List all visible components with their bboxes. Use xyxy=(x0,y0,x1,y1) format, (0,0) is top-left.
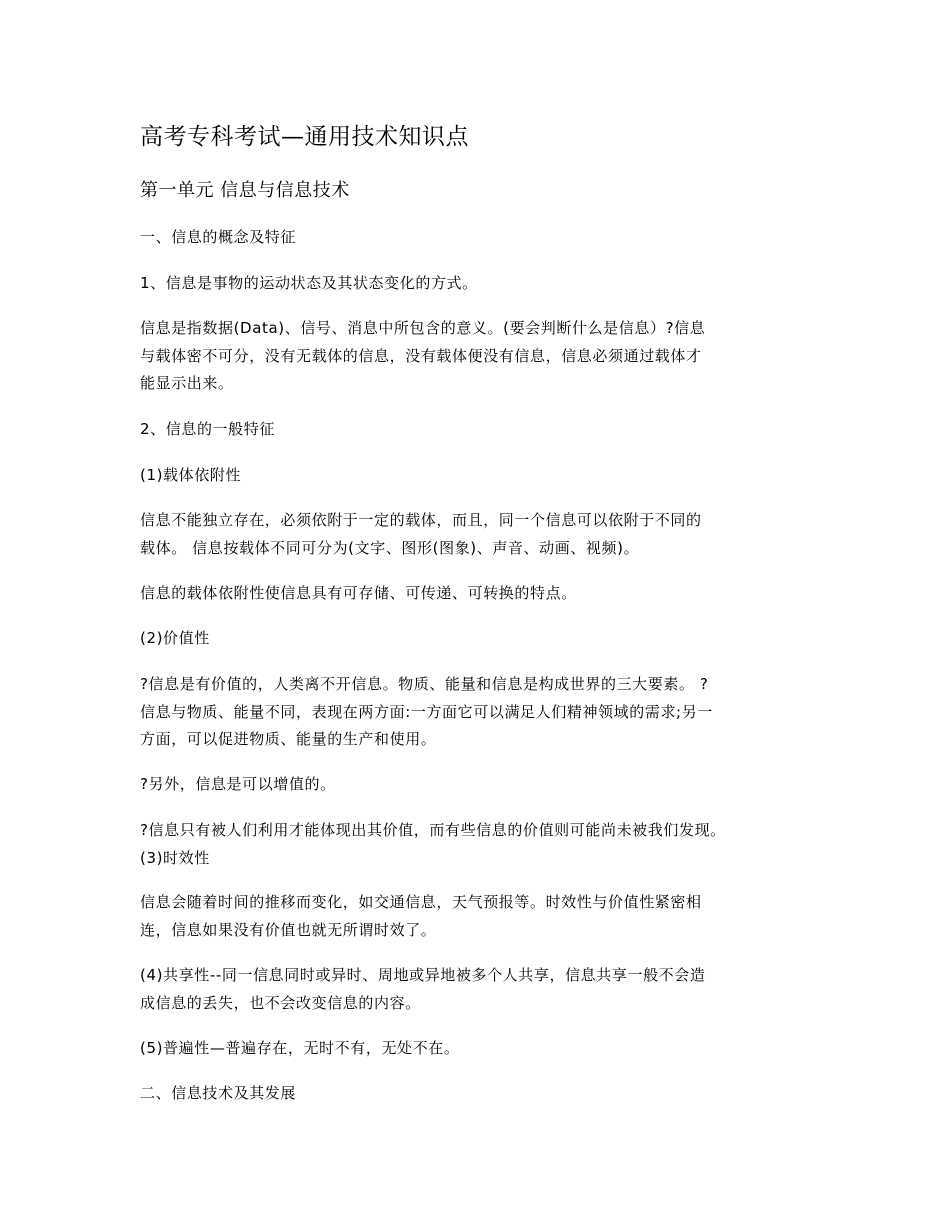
paragraph-timeliness xyxy=(140,889,830,944)
text-line: 一、信息的概念及特征 xyxy=(140,228,297,246)
text-line: (2)价值性 xyxy=(140,629,210,647)
text-line: 信息与物质、能量不同，表现在两方面:一方面它可以满足人们精神领域的需求;另一 xyxy=(140,702,713,721)
text-line: 二、信息技术及其发展 xyxy=(140,1084,297,1102)
unit-heading: 第一单元 信息与信息技术 xyxy=(140,180,350,201)
text-line: ?另外，信息是可以增值的。 xyxy=(140,775,336,793)
paragraph-sharing xyxy=(140,962,830,1017)
section-heading-info-technology xyxy=(140,1080,830,1108)
paragraph-carrier-dependence xyxy=(140,507,830,562)
text-line: 信息是指数据(Data)、信号、消息中所包含的意义。(要会判断什么是信息）?信息 xyxy=(140,319,706,337)
subheading-carrier-dependence xyxy=(140,462,830,490)
text-line: ?信息只有被人们利用才能体现出其价值，而有些信息的价值则可能尚未被我们发现。 xyxy=(140,821,726,839)
paragraph-info-meaning xyxy=(140,315,830,398)
text-line: 成信息的丢失，也不会改变信息的内容。 xyxy=(140,993,421,1012)
text-line: 信息会随着时间的推移而变化，如交通信息，天气预报等。时效性与价值性紧密相 xyxy=(140,893,702,911)
subheading-value xyxy=(140,625,830,653)
paragraph-info-definition xyxy=(140,270,830,298)
paragraph-universality xyxy=(140,1035,830,1063)
text-line: 与载体密不可分，没有无载体的信息，没有载体便没有信息，信息必须通过载体才 xyxy=(140,346,702,365)
text-line: 方面，可以促进物质、能量的生产和使用。 xyxy=(140,730,437,748)
subheading-general-features xyxy=(140,416,830,444)
text-line: (5)普遍性—普遍存在，无时不有，无处不在。 xyxy=(140,1039,460,1057)
paragraph-value xyxy=(140,671,830,754)
text-line: 1、信息是事物的运动状态及其状态变化的方式。 xyxy=(140,274,478,292)
text-line: 信息不能独立存在，必须依附于一定的载体，而且，同一个信息可以依附于不同的 xyxy=(140,511,702,529)
text-line: 信息的载体依附性使信息具有可存储、可传递、可转换的特点。 xyxy=(140,584,577,602)
text-line: 2、信息的一般特征 xyxy=(140,420,275,438)
text-line: (1)载体依附性 xyxy=(140,466,242,484)
text-line: 连，信息如果没有价值也就无所谓时效了。 xyxy=(140,920,437,939)
page-title: 高考专科考试—通用技术知识点 xyxy=(140,124,469,150)
paragraph-value-increase xyxy=(140,771,830,799)
text-line: 载体。 信息按载体不同可分为(文字、图形(图象)、声音、动画、视频)。 xyxy=(140,538,640,557)
text-line: (3)时效性 xyxy=(140,848,210,867)
text-line: (4)共享性--同一信息同时或异时、周地或异地被多个人共享，信息共享一般不会造 xyxy=(140,966,706,984)
text-line: ?信息是有价值的，人类离不开信息。物质、能量和信息是构成世界的三大要素。 ? xyxy=(140,675,709,693)
paragraph-value-use xyxy=(140,817,830,872)
section-heading-info-concept xyxy=(140,224,830,252)
text-line: 能显示出来。 xyxy=(140,374,234,392)
paragraph-carrier-properties xyxy=(140,580,830,608)
